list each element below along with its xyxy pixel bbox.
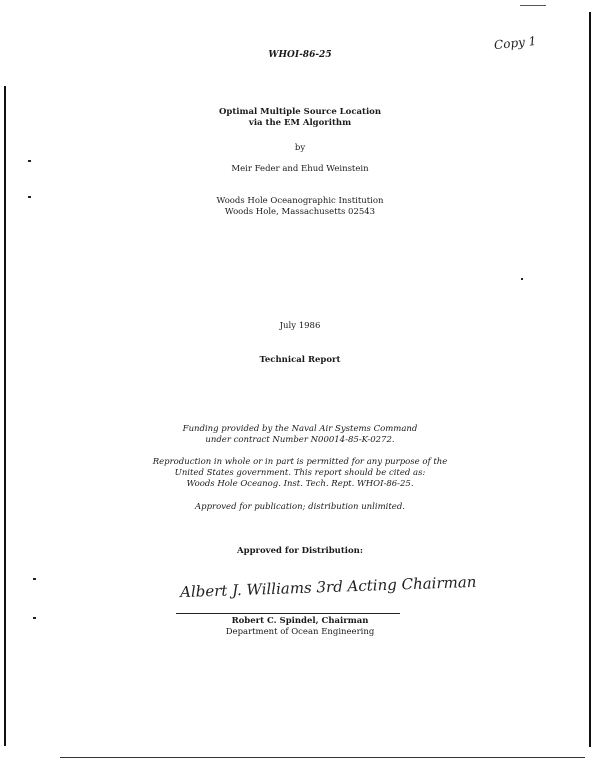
institution-line-2: Woods Hole, Massachusetts 02543 — [224, 207, 376, 217]
scan-speck — [33, 578, 36, 580]
report-date: July 1986 — [279, 321, 321, 331]
scan-left-edge — [4, 86, 6, 746]
scan-top-edge — [520, 5, 546, 6]
approval-heading: Approved for Distribution: — [237, 546, 363, 556]
funding-line-1: Funding provided by the Naval Air Systems Command — [182, 424, 418, 434]
authors: Meir Feder and Ehud Weinstein — [231, 164, 369, 174]
funding-line-2: under contract Number N00014-85-K-0272. — [205, 435, 395, 445]
reproduction-line-2: United States government. This report should be cited as: — [174, 468, 426, 478]
approved-for-publication: Approved for publication; distribution unlimited. — [195, 502, 405, 512]
report-number: WHOI-86-25 — [268, 50, 332, 60]
signer-department: Department of Ocean Engineering — [225, 627, 375, 637]
signer-name: Robert C. Spindel, Chairman — [231, 616, 369, 626]
reproduction-line-3: Woods Hole Oceanog. Inst. Tech. Rept. WHOI-86-25. — [186, 479, 414, 489]
title-line-2: via the EM Algorithm — [248, 118, 352, 128]
title-line-1: Optimal Multiple Source Location — [218, 107, 382, 117]
scan-bottom-edge — [60, 757, 585, 758]
by-label: by — [294, 143, 306, 153]
signature: Albert J. Williams 3rd Acting Chairman — [179, 572, 477, 602]
report-type: Technical Report — [259, 355, 341, 365]
scan-speck — [521, 278, 523, 280]
copy-annotation: Copy 1 — [493, 33, 537, 53]
scan-speck — [28, 160, 31, 162]
signature-line — [176, 613, 400, 614]
reproduction-line-1: Reproduction in whole or in part is permitted for any purpose of the — [152, 457, 448, 467]
institution-line-1: Woods Hole Oceanographic Institution — [216, 196, 384, 206]
